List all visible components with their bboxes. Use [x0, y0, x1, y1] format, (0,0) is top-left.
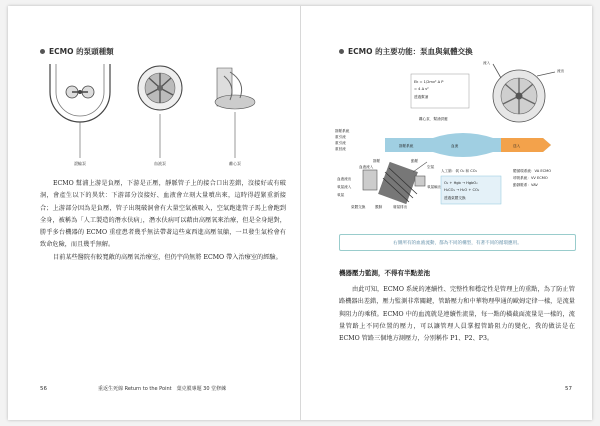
venous-label: 靜脈 [373, 159, 381, 163]
oxygenator-label: 血液流入 [359, 165, 374, 169]
left-body [40, 178, 286, 264]
oxygenator-label: 氧氣輸出 [427, 185, 442, 189]
impeller-pump-illustration [138, 66, 182, 158]
reaction-line: H₂CO₃ → H₂O + CO₂ [444, 188, 480, 192]
outflow-label: 流出 [557, 69, 565, 73]
venous-flow-label: 靜脈系統 [399, 144, 414, 148]
page-number-left: 56 [40, 386, 47, 392]
mode-label: 體循環系統：VA ECMO [513, 169, 552, 173]
left-stack-label: 重引流 [335, 135, 346, 139]
right-page [301, 6, 592, 420]
left-heading: ECMO 的泵頭種類 [40, 46, 114, 57]
bullet-icon [339, 49, 344, 54]
reaction-title: 人工肺：氧 O₂ 和 CO₂ [441, 169, 478, 173]
reaction-note: 透過氣體交換 [444, 196, 466, 200]
main-flow-label: 血流 [451, 144, 459, 148]
left-stack-label: 靜脈系統 [335, 129, 350, 133]
oxygenator-label: 氧氣流入 [337, 185, 352, 189]
oxygenator-label: 空氣 [427, 165, 435, 169]
left-stack-label: 重回流 [335, 147, 346, 151]
mode-label: 呼吸系統：VV ECMO [513, 176, 548, 180]
bottom-label: 廢氣排出 [393, 205, 408, 209]
centrifugal-pump-illustration [215, 68, 255, 158]
mode-label: 動靜脈系：VAV [513, 183, 538, 187]
paragraph: 由此可知，ECMO 系統的連續性、完整性和穩定性是管理上的重點，為了防止管路機器出差錯，壓力監測非常關鍵，管路壓力和中華物理學通的歐姆定律一樣，是流量與阻力的乘積。ECMO 中的血流就是連續性流量，每一點的橫截面流量是一樣的，流量管路上不同位置的壓力，可以讓管理人員掌握管路阻力的變化，我的做法是在 ECMO 管路三個地方測壓力，分別稱作 P1、P2、P3。 [339, 286, 575, 343]
centrifugal-pump-icon [493, 64, 555, 122]
bullet-icon [40, 49, 45, 54]
bottom-label: 膜肺 [375, 205, 383, 209]
bottom-label: 氣體交換 [351, 205, 366, 209]
note-box: 右側所有的血液流動，都為不同的構型，有著不同的循環應用。 [339, 234, 576, 251]
oxygenator-label: 氧氣 [337, 193, 345, 197]
inflow-label: 流入 [483, 61, 491, 65]
running-footer: 重返生死線 Return to the Point 葉克膜專題 30 堂修練 [98, 386, 227, 392]
pump-note: 離心泵．幫浦供應 [419, 117, 448, 121]
roller-pump-illustration [50, 64, 110, 158]
right-subheading: 機器壓力監測，不得有半點差池 [339, 269, 430, 277]
caption-roller-pump: 滾輪泵 [74, 161, 86, 166]
book-spread [8, 6, 592, 420]
pump-types-figure [32, 62, 282, 170]
right-body [339, 284, 575, 345]
formula-note: 透過幫浦 [414, 95, 429, 99]
reaction-line: O₂ + Hgb → HgbO₂ [444, 181, 478, 185]
page-number-right: 57 [565, 386, 572, 392]
formula-line: Ek = 1/2mv² Δ P [414, 80, 444, 84]
paragraph: 目前某些醫院有較寬敞的高壓氧治療室，但仍宇尚無將 ECMO 帶入治療室的經驗。 [53, 253, 282, 261]
left-stack-label: 重引流 [335, 141, 346, 145]
ecmo-function-diagram [333, 58, 585, 230]
arterial-label: 動脈 [411, 159, 419, 163]
right-heading: ECMO 的主要功能：泵血與氣體交換 [339, 46, 473, 57]
caption-centrifugal-pump: 離心泵 [229, 161, 241, 166]
paragraph: ECMO 幫浦上游是負壓，下游是正壓，靜脈管子上的接合口出差錯，沒接好或有破洞，會產生以下的異狀：下游部分沒接好、血液會立刻大量噴出來，這時得趕緊重新接合；上游部分因為是負壓，管子出現破洞會有大量空氣被吸入，空氣跑進管子馬上會跑到全身，被稱為「人工製造的潛水伕病」，潛水伕病可以藉由高壓氧來治療，但是全身絕對，勝乎多台機器的 ECMO 重症患者幾乎無法帶著這些東西進高壓氧艙，一旦發生氣栓會有致命危險，而且幾乎無解。 [40, 180, 286, 249]
arterial-flow-label: 送入 [513, 144, 521, 148]
caption-impeller-pump: 血液泵 [154, 161, 166, 166]
left-page [8, 6, 300, 420]
formula-line: = 4 Δ v² [414, 87, 429, 91]
oxygenator-label: 血液流出 [337, 177, 352, 181]
